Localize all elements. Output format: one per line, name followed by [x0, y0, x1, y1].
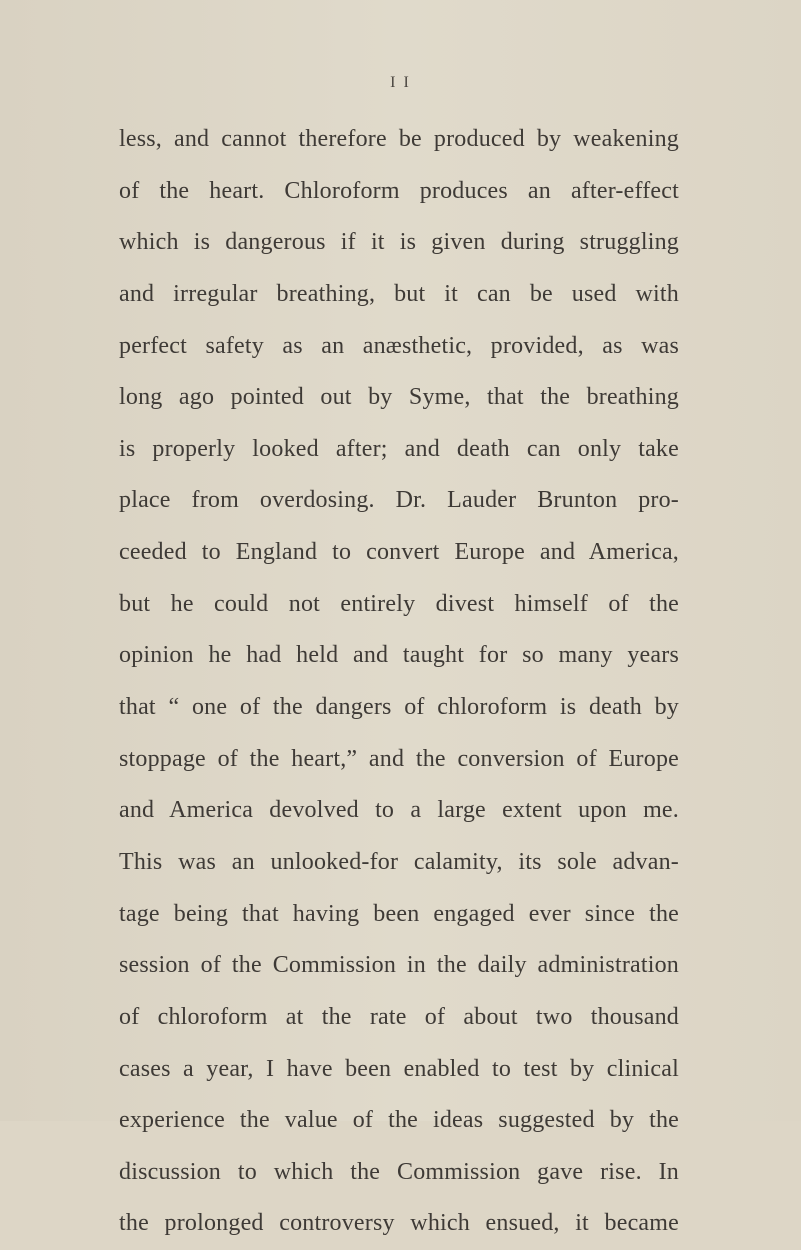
text-line: and America devolved to a large extent upon me. — [119, 797, 679, 824]
text-line: ceeded to England to convert Europe and America, — [119, 539, 679, 566]
text-line: which is dangerous if it is given during struggling — [119, 229, 679, 256]
text-line: session of the Commission in the daily administration — [119, 952, 679, 979]
text-line: opinion he had held and taught for so many years — [119, 642, 679, 669]
text-line: less, and cannot therefore be produced by weakening — [119, 126, 679, 152]
text-line: discussion to which the Commission gave rise. In — [119, 1158, 679, 1185]
text-line: and irregular breathing, but it can be used with — [119, 280, 679, 307]
text-line: but he could not entirely divest himself of the — [119, 590, 679, 617]
text-line: experience the value of the ideas suggested by the — [119, 1107, 679, 1134]
text-line: of chloroform at the rate of about two thousand — [119, 1003, 679, 1030]
text-line: that “ one of the dangers of chloroform is death by — [119, 694, 679, 721]
text-line: stoppage of the heart,” and the conversion of Europe — [119, 745, 679, 772]
text-line: the prolonged controversy which ensued, it became — [119, 1210, 679, 1237]
text-line: perfect safety as an anæsthetic, provided, as was — [119, 332, 679, 359]
text-line: This was an unlooked-for calamity, its sole advan- — [119, 848, 679, 875]
text-line: tage being that having been engaged ever since the — [119, 900, 679, 927]
text-line: place from overdosing. Dr. Lauder Brunton pro- — [119, 487, 679, 514]
text-line: cases a year, I have been enabled to test by clinical — [119, 1055, 679, 1082]
text-line: long ago pointed out by Syme, that the breathing — [119, 384, 679, 411]
page-number: I I — [390, 74, 411, 91]
text-line: of the heart. Chloroform produces an after-effect — [119, 177, 679, 204]
body-text — [119, 114, 679, 1250]
text-line: is properly looked after; and death can only take — [119, 435, 679, 462]
